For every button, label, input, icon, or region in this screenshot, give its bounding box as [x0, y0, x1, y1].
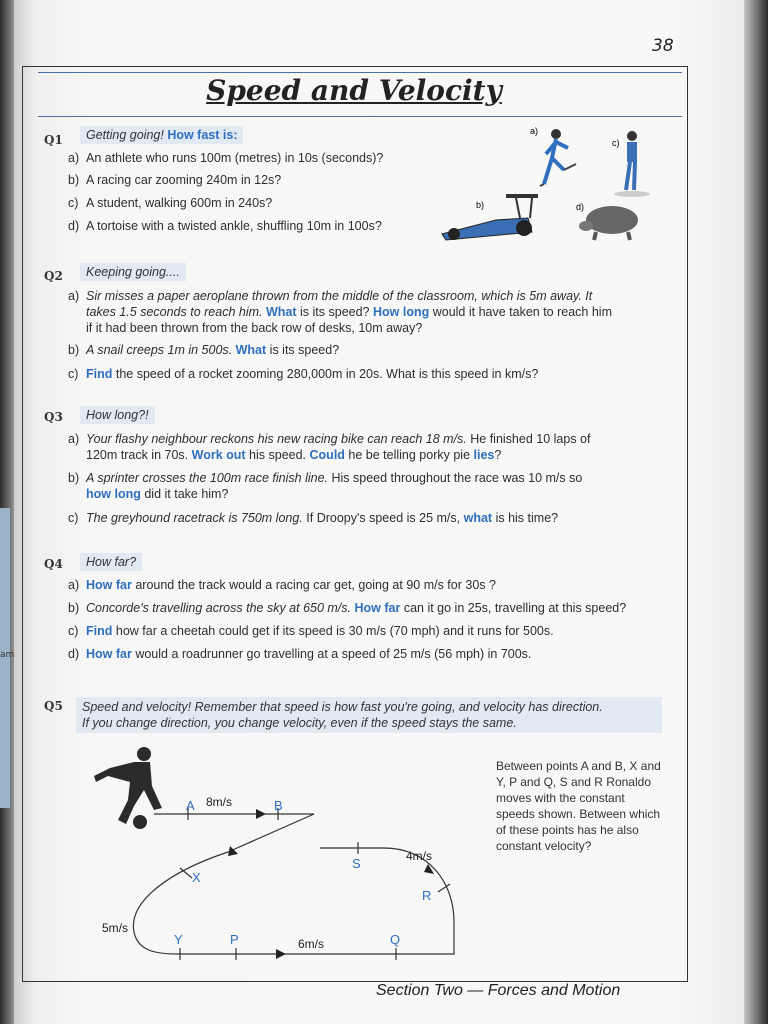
racing-car-figure	[442, 194, 538, 240]
title-rule-bottom	[38, 116, 682, 117]
speed-AB: 8m/s	[206, 795, 233, 809]
q1-item-a: a) An athlete who runs 100m (metres) in 10s (seconds)?	[68, 151, 384, 165]
page-edge	[744, 0, 768, 1024]
q1-header: Getting going! How fast is:	[80, 126, 243, 144]
pic-label-a: a)	[530, 126, 539, 136]
speed-SR: 4m/s	[406, 849, 433, 863]
q5-intro-box: Speed and velocity! Remember that speed is how fast you're going, and velocity has direction. If you change direction, you change velocity, even if the speed stays the same.	[76, 697, 662, 733]
q4-number: Q4	[44, 557, 63, 571]
q3-header: How long?!	[80, 406, 155, 424]
point-S: S	[352, 856, 361, 871]
athlete-figure	[540, 129, 576, 186]
speed-XY: 5m/s	[102, 921, 129, 935]
q4-item-a: a) How far around the track would a racing car get, going at 90 m/s for 30s ?	[68, 578, 496, 592]
q1-item-b: b) A racing car zooming 240m in 12s?	[68, 173, 282, 187]
point-P: P	[230, 932, 239, 947]
path-arrows	[228, 809, 434, 959]
q4-item-b: b) Concorde's travelling across the sky at 650 m/s. How far can it go in 25s, travelling at this speed?	[68, 601, 627, 615]
q2-header: Keeping going....	[80, 263, 186, 281]
speed-PQ: 6m/s	[298, 937, 325, 951]
q1-item-c: c) A student, walking 600m in 240s?	[68, 196, 273, 210]
q2-item-b: b) A snail creeps 1m in 500s. What is its speed?	[68, 343, 340, 357]
q1-illustrations	[436, 122, 666, 252]
page-title: Speed and Velocity	[206, 74, 502, 107]
footballer-figure	[94, 747, 162, 829]
page-number: 38	[652, 36, 674, 56]
title-rule-top	[38, 72, 682, 73]
point-Y: Y	[174, 932, 183, 947]
q1-number: Q1	[44, 133, 63, 147]
q3-item-c: c) The greyhound racetrack is 750m long. If Droopy's speed is 25 m/s, what is his time?	[68, 511, 559, 525]
point-R: R	[422, 888, 432, 903]
q5-path-diagram	[88, 742, 478, 972]
q4-item-c: c) Find how far a cheetah could get if its speed is 30 m/s (70 mph) and it runs for 500s.	[68, 624, 554, 638]
point-Q: Q	[390, 932, 401, 947]
q1-item-d: d) A tortoise with a twisted ankle, shuffling 10m in 100s?	[68, 219, 382, 233]
point-A: A	[186, 798, 195, 813]
pic-label-d: d)	[576, 202, 585, 212]
side-tab-text: am	[0, 650, 15, 660]
q3-item-b: b) A sprinter crosses the 100m race finish line. His speed throughout the race was 10 m/s so how long did it take him?	[68, 471, 583, 501]
q2-item-a: a) Sir misses a paper aeroplane thrown from the middle of the classroom, which is 5m away. It takes 1.5 seconds to reach him. What is its speed? How long would it have taken to reach him if it had been thrown from the back row of desks, 10m away?	[68, 289, 612, 335]
q4-header: How far?	[80, 553, 142, 571]
point-X: X	[192, 870, 201, 885]
section-footer: Section Two — Forces and Motion	[376, 982, 621, 999]
point-B: B	[274, 798, 283, 813]
q2-item-c: c) Find the speed of a rocket zooming 280,000m in 20s. What is this speed in km/s?	[68, 367, 539, 381]
pic-label-b: b)	[476, 200, 485, 210]
q4-item-d: d) How far would a roadrunner go travelling at a speed of 25 m/s (56 mph) in 700s.	[68, 647, 532, 661]
q3-number: Q3	[44, 410, 63, 424]
q2-number: Q2	[44, 269, 63, 283]
q5-number: Q5	[44, 699, 63, 713]
q3-item-a: a) Your flashy neighbour reckons his new racing bike can reach 18 m/s. He finished 10 laps of 120m track in 70s. Work out his speed. Could he be telling porky pie lies?	[68, 432, 591, 462]
pic-label-c: c)	[612, 138, 620, 148]
q5-question-text: Between points A and B, X and Y, P and Q, S and R Ronaldo moves with the constant speeds shown. Between which of these points has he also constant velocity?	[496, 759, 661, 853]
tortoise-figure	[579, 206, 638, 240]
